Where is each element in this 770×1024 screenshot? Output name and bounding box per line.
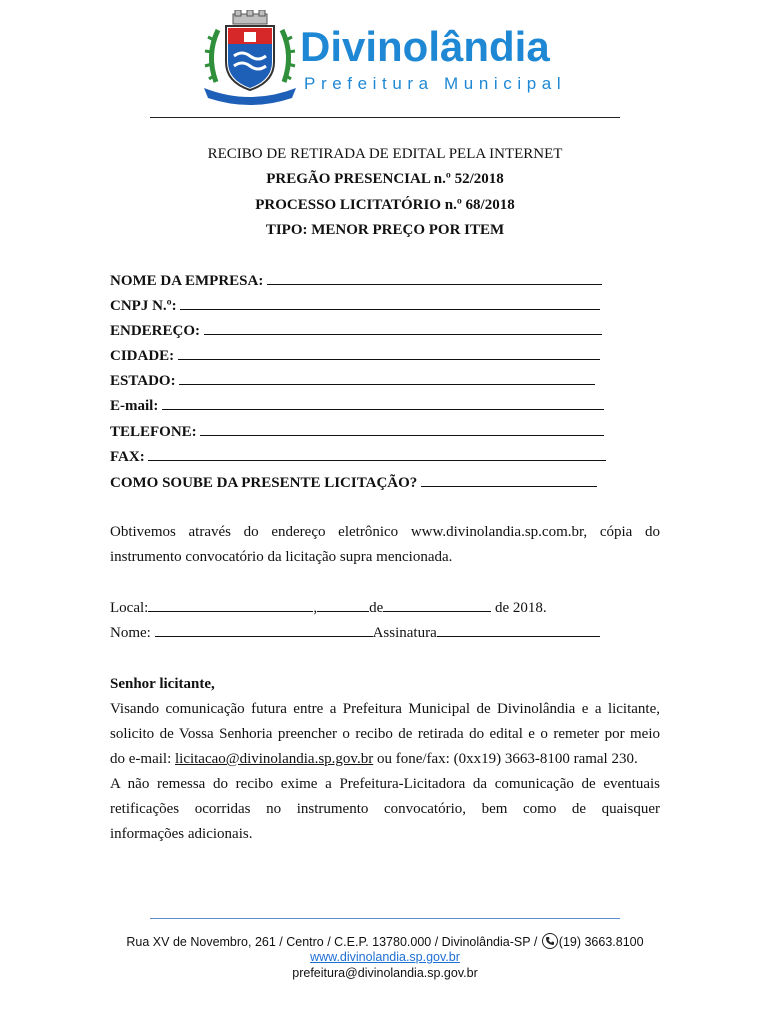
local-label: Local: xyxy=(110,600,149,616)
notice-line-5: retificações ocorridas no instrumento convocatório, bem como de quaisquer xyxy=(110,801,660,817)
field-cnpj[interactable] xyxy=(110,297,600,315)
day-fill-line[interactable] xyxy=(317,599,369,612)
email-prefix: do e-mail: xyxy=(110,751,172,767)
footer-divider xyxy=(150,918,620,919)
field-telefone[interactable] xyxy=(110,423,604,441)
field-label: E-mail: xyxy=(110,398,159,414)
header-divider xyxy=(150,117,620,118)
tipo-label: TIPO: MENOR PREÇO POR ITEM xyxy=(265,222,505,238)
year-label: de 2018. xyxy=(495,600,547,616)
phone-icon xyxy=(542,933,558,949)
document-title: RECIBO DE RETIRADA DE EDITAL PELA INTERNET xyxy=(207,146,563,162)
field-label: ENDEREÇO: xyxy=(110,323,201,339)
field-label: TELEFONE: xyxy=(110,424,197,440)
field-label: CIDADE: xyxy=(110,348,175,364)
statement-line-1: Obtivemos através do endereço eletrônico www.divinolandia.sp.com.br, cópia do xyxy=(110,524,660,540)
field-label: FAX: xyxy=(110,449,145,465)
footer-email: prefeitura@divinolandia.sp.gov.br xyxy=(292,966,478,980)
footer-website-link[interactable]: www.divinolandia.sp.gov.br xyxy=(310,950,460,964)
crest-icon xyxy=(200,10,300,105)
nome-assinatura-line xyxy=(110,624,660,642)
field-cidade[interactable] xyxy=(110,347,600,365)
local-date-line xyxy=(110,599,660,617)
notice-line-4: A não remessa do recibo exime a Prefeitura-Licitadora da comunicação de eventuais xyxy=(110,776,660,792)
fill-line[interactable] xyxy=(179,372,595,385)
licitacao-email-link[interactable]: licitacao@divinolandia.sp.gov.br xyxy=(174,751,374,767)
comma: , xyxy=(313,600,318,616)
field-nome-empresa[interactable] xyxy=(110,272,602,290)
fill-line[interactable] xyxy=(421,474,597,487)
fill-line[interactable] xyxy=(178,347,600,360)
notice-line-3 xyxy=(110,751,660,768)
field-fax[interactable] xyxy=(110,448,606,466)
brand-name: Divinolândia xyxy=(300,23,550,70)
field-endereco[interactable] xyxy=(110,322,602,340)
fill-line[interactable] xyxy=(204,322,602,335)
notice-line-2: solicito de Vossa Senhoria preencher o recibo de retirada do edital e o remeter por meio xyxy=(110,726,660,742)
nome-fill-line[interactable] xyxy=(155,624,373,637)
notice-heading: Senhor licitante, xyxy=(110,676,215,692)
fill-line[interactable] xyxy=(267,272,602,285)
notice-line-6: informações adicionais. xyxy=(110,826,253,842)
fill-line[interactable] xyxy=(200,423,604,436)
field-label: CNPJ N.º: xyxy=(110,298,177,314)
local-fill-line[interactable] xyxy=(148,599,313,612)
month-fill-line[interactable] xyxy=(383,599,491,612)
pregao-number: PREGÃO PRESENCIAL n.º 52/2018 xyxy=(266,171,504,187)
fill-line[interactable] xyxy=(148,448,606,461)
brand-subtitle: Prefeitura Municipal xyxy=(304,74,567,93)
footer-phone: (19) 3663.8100 xyxy=(558,935,644,949)
field-label: NOME DA EMPRESA: xyxy=(110,273,264,289)
fill-line[interactable] xyxy=(162,397,604,410)
footer-address: Rua XV de Novembro, 261 / Centro / C.E.P. 13780.000 / Divinolândia-SP / xyxy=(126,935,538,949)
field-label: COMO SOUBE DA PRESENTE LICITAÇÃO? xyxy=(110,475,418,491)
de-label: de xyxy=(369,600,384,616)
municipal-logo xyxy=(200,10,580,105)
field-como-soube[interactable] xyxy=(110,474,597,492)
assinatura-fill-line[interactable] xyxy=(437,624,600,637)
email-suffix: ou fone/fax: (0xx19) 3663-8100 ramal 230. xyxy=(376,751,638,767)
processo-number: PROCESSO LICITATÓRIO n.º 68/2018 xyxy=(255,197,515,213)
assinatura-label: Assinatura xyxy=(372,625,437,641)
field-label: ESTADO: xyxy=(110,373,176,389)
statement-line-2: instrumento convocatório da licitação supra mencionada. xyxy=(110,549,453,565)
notice-line-1: Visando comunicação futura entre a Prefeitura Municipal de Divinolândia e a licitante, xyxy=(110,701,660,717)
nome-label: Nome: xyxy=(110,625,151,641)
field-estado[interactable] xyxy=(110,372,595,390)
field-email[interactable] xyxy=(110,397,604,415)
footer-address-line xyxy=(0,933,770,949)
fill-line[interactable] xyxy=(180,297,600,310)
